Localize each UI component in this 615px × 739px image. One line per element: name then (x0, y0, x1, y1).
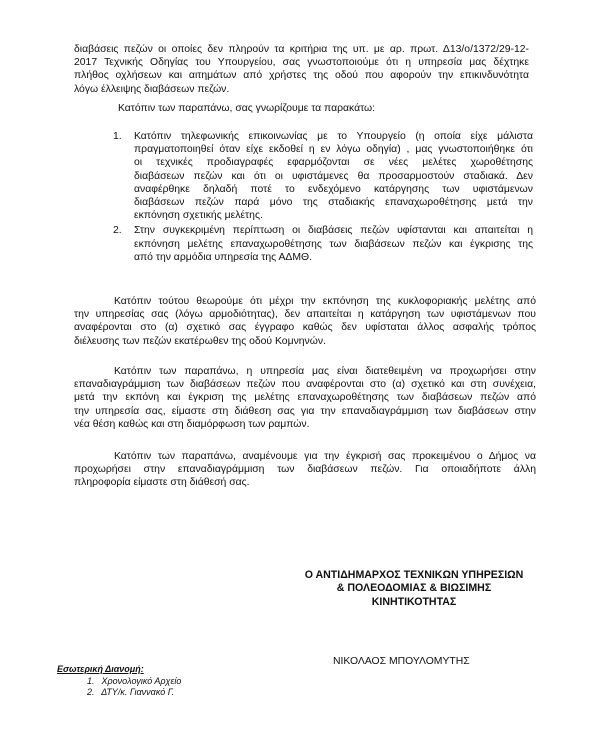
paragraph-line: Κατόπιν των παραπάνω, αναμένουμε για την έγκρισή σας προκειμένου ο Δήμος να (114, 451, 536, 462)
paragraph-2 (74, 295, 536, 348)
intro-text: Κατόπιν των παραπάνω, σας γνωρίζουμε τα παρακάτω: (118, 103, 376, 114)
paragraph-line: αναφέρονται στο (α) σχετικό σας έγγραφο καθώς δεν υφίσταται άλλος ασφαλής τρόπος (74, 322, 536, 334)
opening-paragraph (74, 43, 529, 96)
distribution-item-text: ΔΤΥ/κ. Γιαννακό Γ. (101, 687, 175, 697)
paragraph-line: προχωρήσει στην επαναδιαγράμμιση των διαβάσεων πεζών. Για οποιαδήποτε άλλη (74, 464, 536, 476)
list-item-line: αναφέρθηκε δηλαδή ποτέ το ενδεχόμενο κατάργησης των υφιστάμενων (134, 183, 533, 195)
opening-line: 2017 Τεχνικής Οδηγίας του Υπουργείου, σας γνωστοποιούμε ότι η υπηρεσία μας δέχτηκε (74, 57, 529, 69)
distribution-item (57, 676, 181, 688)
list-item (113, 224, 533, 264)
list-item-line: Στην συγκεκριμένη περίπτωση οι διαβάσεις πεζών υφίστανται και απαιτείται η (134, 225, 533, 237)
list-item-line: διαβάσεων πεζών παρά μόνο της σταδιακής επαναχωροθέτησης μετά την (134, 197, 533, 209)
numbered-list (113, 130, 533, 266)
paragraph-line: την υπηρεσία σας, είμαστε στη διάθεση σας για την επαναδιαγράμμιση των διαβάσεων στην (74, 405, 536, 417)
list-item-line: Κατόπιν τηλεφωνικής επικοινωνίας με το Υπουργείο (η οποία είχε μάλιστα (134, 131, 533, 142)
paragraph-line: πληροφορία είμαστε στη διάθεσή σας. (74, 477, 250, 489)
distribution-item-text: Χρονολογικό Αρχείο (101, 675, 182, 686)
list-item (113, 130, 533, 222)
distribution-heading: Εσωτερική Διανομή: (57, 664, 144, 674)
paragraph-line: Κατόπιν τούτου θεωρούμε ότι μέχρι την εκπόνηση της κυκλοφοριακής μελέτης από (114, 296, 536, 307)
list-item-number: 2. (113, 225, 122, 237)
list-item-line: πραγματοποιηθεί όταν είχε εκδοθεί η εν λόγω οδηγία) , μας γνωστοποιήθηκε ότι (134, 144, 533, 156)
list-item-line: διαβάσεων πεζών και ότι οι υφιστάμενες θα προσαρμοστούν σταδιακά. Δεν (134, 170, 533, 182)
distribution-item-number: 2. (87, 687, 95, 697)
list-item-number: 1. (113, 131, 122, 142)
paragraph-line: διέλευσης των πεζών εκατέρωθεν της οδού Κομνηνών. (74, 335, 326, 347)
opening-line: διαβάσεις πεζών οι οποίες δεν πληρούν τα κριτήρια της υπ. με αρ. πρωτ. Δ13/ο/1372/29-12- (74, 44, 529, 55)
list-item-line: εκπόνηση σχετικής μελέτης. (134, 210, 263, 222)
signature-title (296, 569, 532, 609)
signature-title-line: & ΠΟΛΕΟΔΟΜΙΑΣ & ΒΙΩΣΙΜΗΣ (336, 582, 492, 595)
list-item-line: εκπόνηση μελέτης επαναχωροθέτησης των διαβάσεων πεζών και έγκρισης της (134, 238, 533, 250)
signatory-name: ΝΙΚΟΛΑΟΣ ΜΠΟΥΛΟΜΥΤΗΣ (333, 656, 470, 667)
signature-title-line: ΚΙΝΗΤΙΚΟΤΗΤΑΣ (371, 595, 457, 608)
internal-distribution (57, 664, 181, 699)
opening-line: πλήθος οχλήσεων και αιτημάτων από χρήστες της οδού που αφορούν την επικινδυνότητα (74, 70, 529, 82)
distribution-item (57, 687, 181, 699)
list-item-line: οι τεχνικές προδιαγραφές εφαρμόζονται σε νέες μελέτες χωροθέτησης (134, 157, 533, 169)
paragraph-line: επαναδιαγράμμιση των διαβάσεων πεζών που αναφέρονται στο (α) σχετικό και στη συνέχεια, (74, 379, 536, 391)
distribution-item-number: 1. (87, 675, 95, 686)
signature-title-line: Ο ΑΝΤΙΔΗΜΑΡΧΟΣ ΤΕΧΝΙΚΩΝ ΥΠΗΡΕΣΙΩΝ (304, 569, 524, 581)
list-item-line: από την αρμόδια υπηρεσία της ΑΔΜΘ. (134, 251, 312, 263)
paragraph-line: μετά την εκπόνη και έγκριση της μελέτης επαναχωροθέτησης των διαβάσεων πεζών από (74, 392, 536, 404)
intro-line (118, 102, 538, 115)
paragraph-line: Κατόπιν των παραπάνω, η υπηρεσία μας είναι διατεθειμένη να προχωρήσει στην (114, 366, 536, 377)
paragraph-line: την υπηρεσίας σας (λόγω αρμοδιότητας), δεν απαιτείται η κατάργηση των υφιστάμενων που (74, 309, 536, 321)
opening-line: λόγω έλλειψης διαβάσεων πεζών. (74, 83, 230, 95)
paragraph-4 (74, 450, 536, 490)
paragraph-line: νέα θέση καθώς και στη διαμόρφωση των ραμπών. (74, 418, 310, 430)
paragraph-3 (74, 365, 536, 431)
